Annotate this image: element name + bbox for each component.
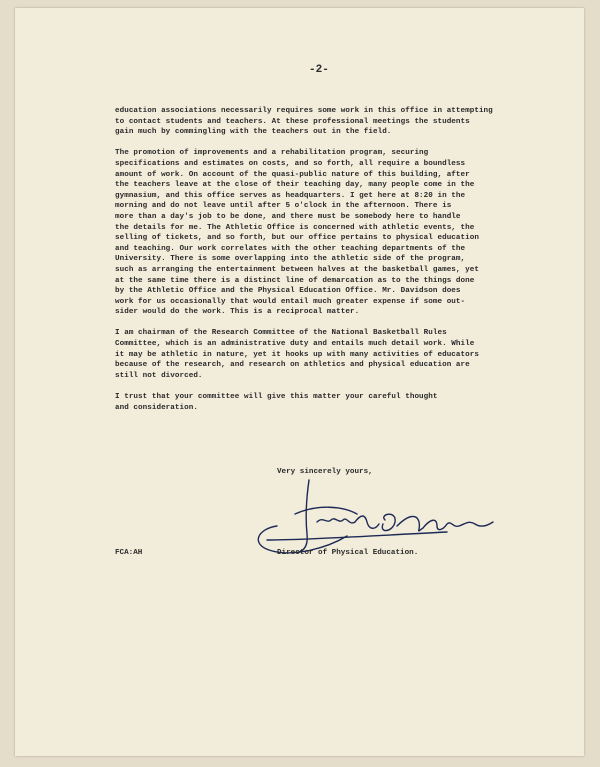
closing-salutation: Very sincerely yours, bbox=[277, 468, 373, 476]
paragraph-consideration: I trust that your committee will give this matter your careful thought and consideration. bbox=[115, 393, 438, 412]
paragraph-improvements: The promotion of improvements and a rehabilitation program, securing specifications and estimates on costs, and so forth, all require a boundless amount of work. On account of the quasi-public nature of this building, after the teachers leave at the close of their teaching day, many people come in the gymnasium, and this office serves as headquarters. I get here at 8:20 in the morning and do not leave until after 5 o'clock in the afternoon. There is more than a day's job to be done, and there must be somebody here to handle the details for me. The Athletic Office is concerned with athletic events, the selling of tickets, and so forth, but our office pertains to physical education and teaching. Our work correlates with the other teaching departments of the University. There is some overlapping into the athletic side of the program, such as arranging the entertainment between halves at the basketball games, yet at the same time there is a distinct line of demarcation as to the things done by the Athletic Office and the Physical Education Office. Mr. Davidson does work for us occasionally that would entail much greater expense if some out- sider would do the work. This is a reciprocal matter. bbox=[115, 149, 479, 317]
paragraph-research-committee: I am chairman of the Research Committee of the National Basketball Rules Committee, which is an administrative duty and entails much detail work. While it may be athletic in nature, yet it hooks up with many activities of educators because of the research, and research on athletics and physical education are still not divorced. bbox=[115, 329, 479, 380]
typist-initials: FCA:AH bbox=[115, 549, 143, 557]
letter-page bbox=[15, 8, 584, 756]
signer-title: Director of Physical Education. bbox=[277, 549, 419, 557]
page-number: -2- bbox=[309, 64, 329, 76]
paragraph-continuation: education associations necessarily requires some work in this office in attempting to contact students and teachers. At these professional meetings the students gain much by commingling with the teachers out in the field. bbox=[115, 107, 493, 137]
letter-body bbox=[115, 106, 585, 424]
